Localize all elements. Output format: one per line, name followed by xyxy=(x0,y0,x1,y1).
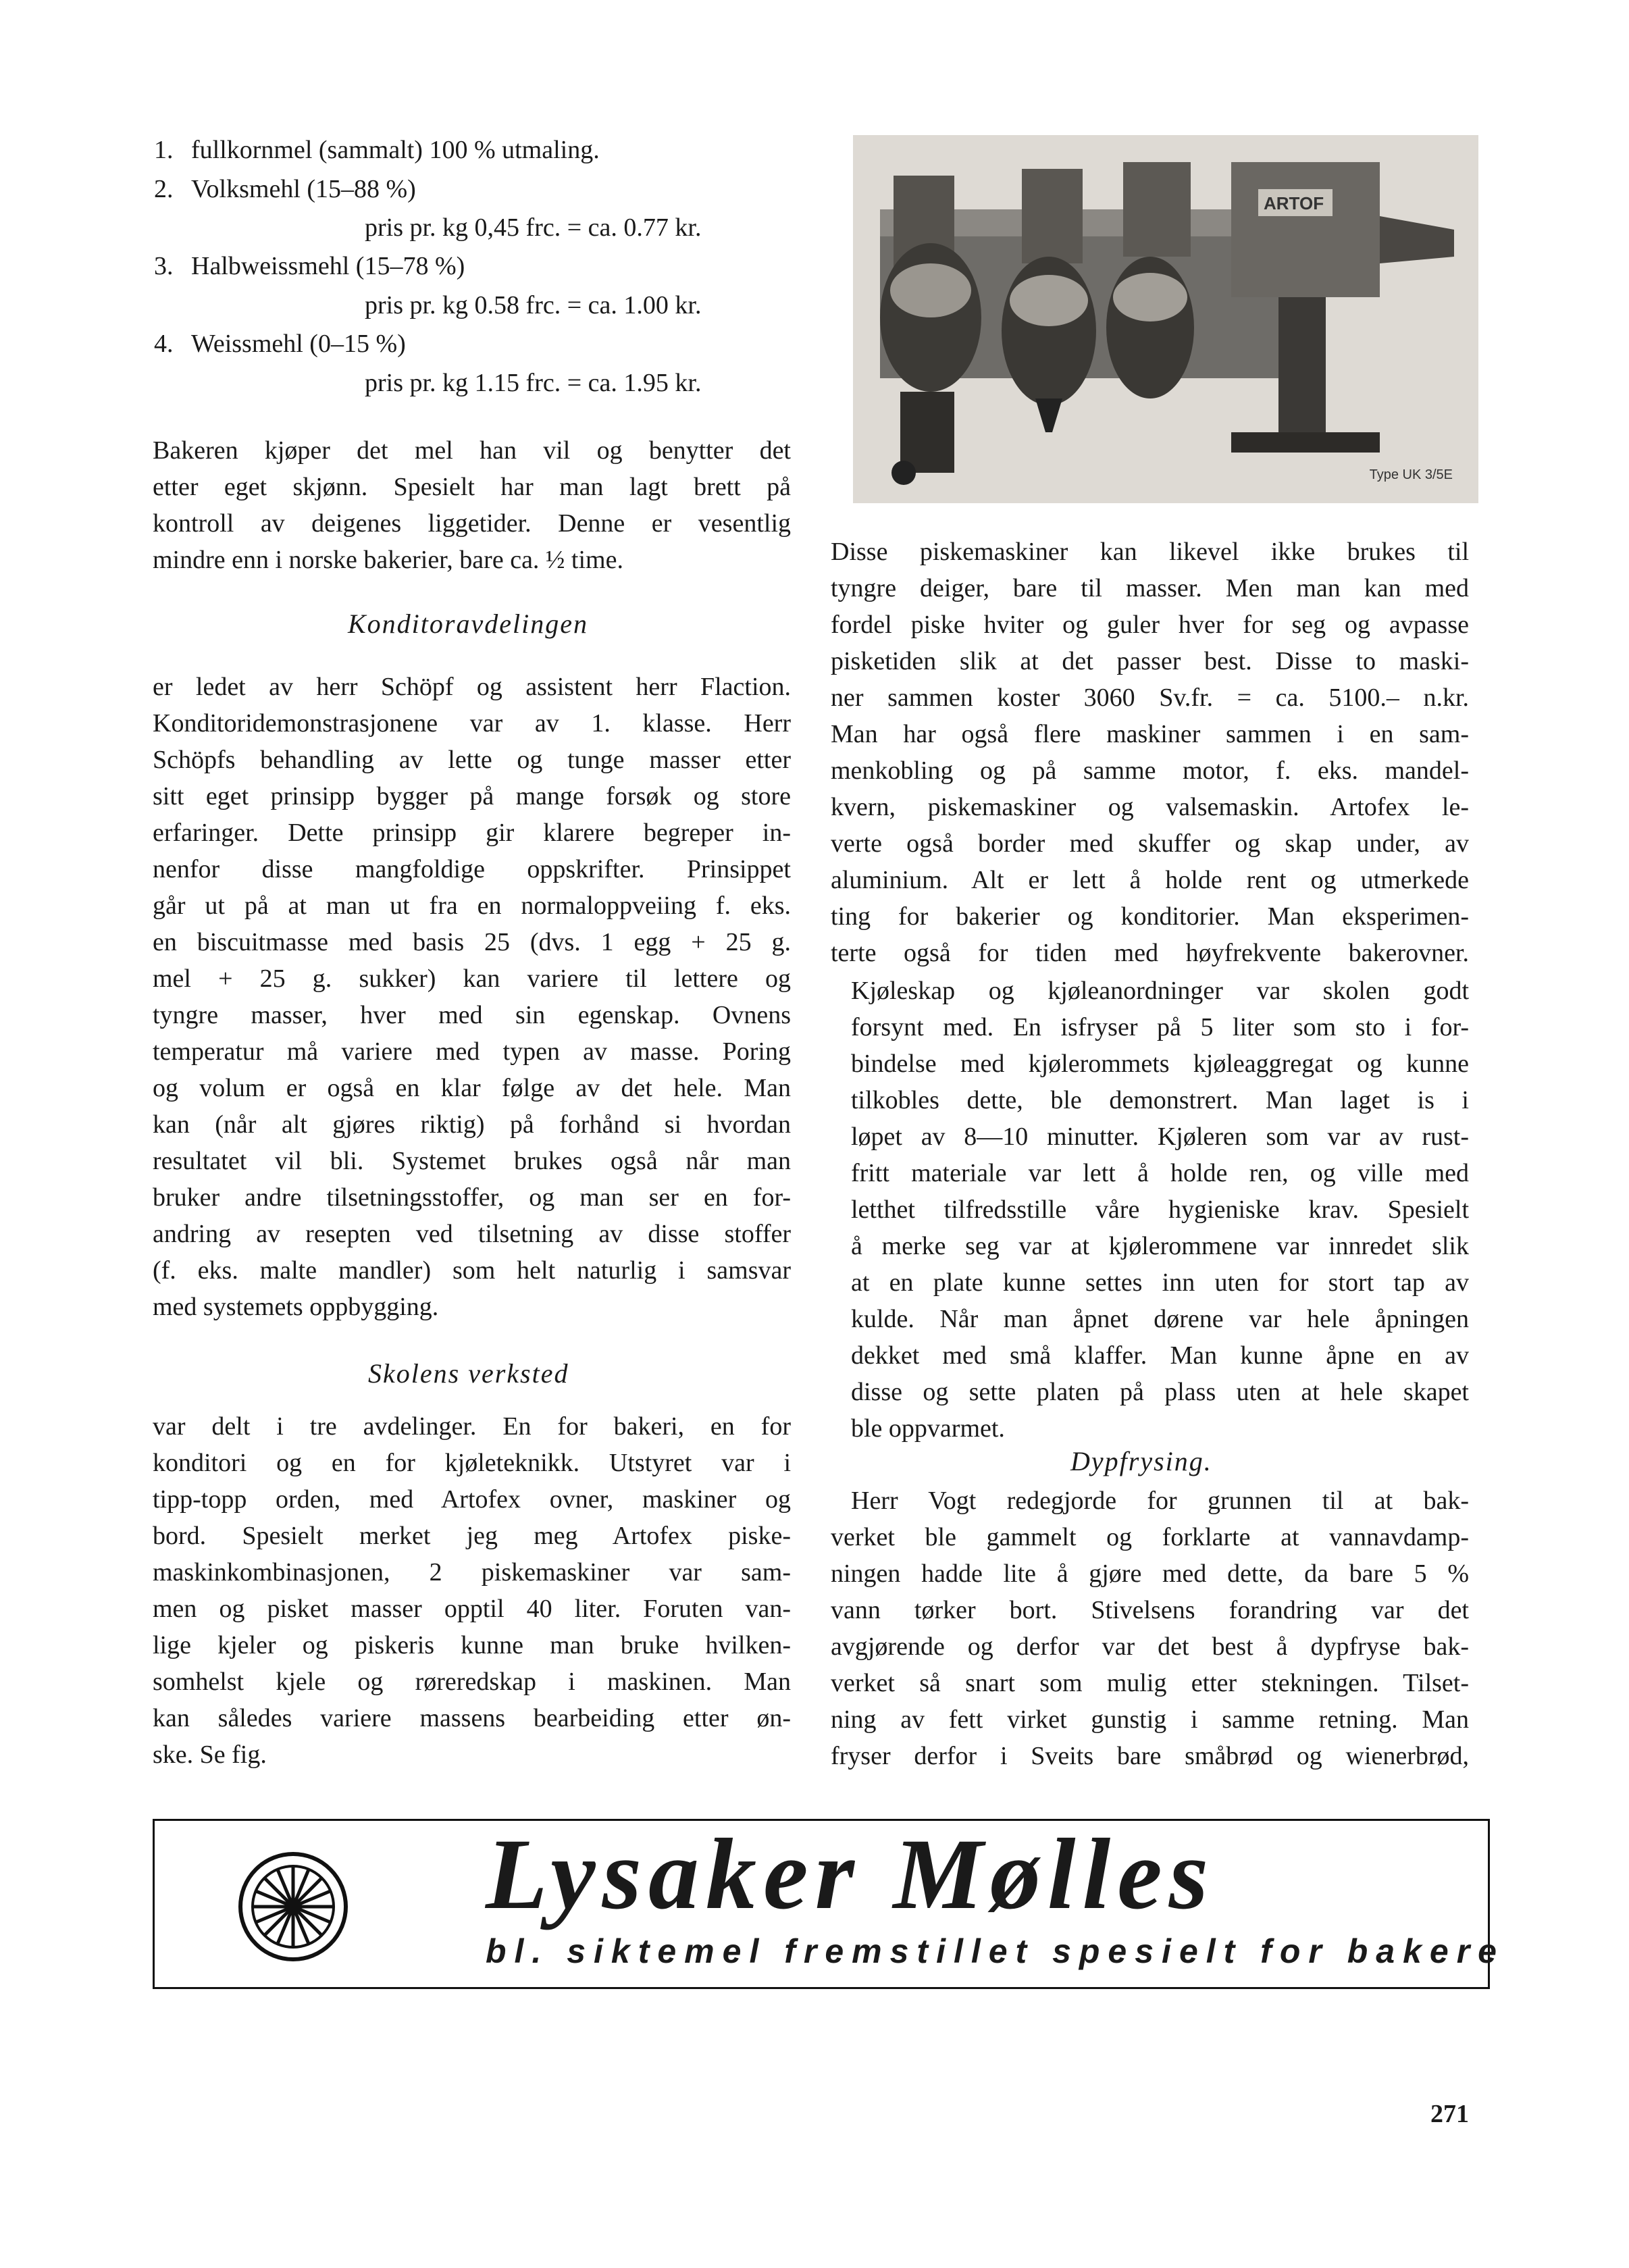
heading-dypfrysing: Dypfrysing. xyxy=(1070,1446,1212,1476)
text-line: disse og sette platen på plass uten at hele skapet xyxy=(851,1378,1469,1406)
text-line: fryser derfor i Sveits bare småbrød og wienerbrød, xyxy=(831,1742,1469,1770)
text-line: ning av fett virket gunstig i samme retning. Man xyxy=(831,1705,1469,1734)
text-line: Schöpfs behandling av lette og tunge masser etter xyxy=(153,746,791,774)
text-line: var delt i tre avdelinger. En for bakeri, en for xyxy=(153,1412,791,1441)
machine-photo xyxy=(853,135,1478,503)
text-line: løpet av 8—10 minutter. Kjøleren som var av rust- xyxy=(851,1123,1469,1151)
ad-subtitle: bl. siktemel fremstillet spesielt for bakere xyxy=(486,1932,1505,1970)
price-list-price: pris pr. kg 0.58 frc. = ca. 1.00 kr. xyxy=(365,291,702,319)
text-line: kan således variere massens bearbeiding etter øn- xyxy=(153,1704,791,1732)
text-line: pisketiden slik at det passer best. Disse to maski- xyxy=(831,647,1469,675)
text-line: bord. Spesielt merket jeg meg Artofex piske- xyxy=(153,1522,791,1550)
text-line: bruker andre tilsetningsstoffer, og man ser en for- xyxy=(153,1183,791,1212)
price-list-item: fullkornmel (sammalt) 100 % utmaling. xyxy=(191,136,600,164)
text-line: ner sammen koster 3060 Sv.fr. = ca. 5100.– n.kr. xyxy=(831,684,1469,712)
text-line: Herr Vogt redegjorde for grunnen til at bak- xyxy=(851,1487,1469,1515)
price-list-item: Volksmehl (15–88 %) xyxy=(191,175,416,203)
machine-sign-text: ARTOF xyxy=(1264,193,1324,213)
text-line: tilkobles dette, ble demonstrert. Man laget is i xyxy=(851,1086,1469,1114)
text-line: andring av resepten ved tilsetning av disse stoffer xyxy=(153,1220,791,1248)
text-line: resultatet vil bli. Systemet brukes også når man xyxy=(153,1147,791,1175)
text-line: terte også for tiden med høyfrekvente bakerovner. xyxy=(831,939,1469,967)
text-line: forsynt med. En isfryser på 5 liter som sto i for- xyxy=(851,1013,1469,1041)
text-line: konditori og en for kjøleteknikk. Utstyret var i xyxy=(153,1449,791,1477)
mixer-machines-illustration xyxy=(853,135,1478,503)
photo-caption: Type UK 3/5E xyxy=(1369,467,1453,482)
text-line: kontroll av deigenes liggetider. Denne er vesentlig xyxy=(153,509,791,538)
text-line: aluminium. Alt er lett å holde rent og utmerkede xyxy=(831,866,1469,894)
ad-title: Lysaker Mølles xyxy=(486,1818,1216,1930)
price-list-number: 3. xyxy=(154,252,174,280)
text-line: tipp-topp orden, med Artofex ovner, maskiner og xyxy=(153,1485,791,1514)
advertisement-box xyxy=(153,1818,1505,1989)
text-line: dekket med små klaffer. Man kunne åpne en av xyxy=(851,1341,1469,1370)
heading-skolens-verksted: Skolens verksted xyxy=(368,1358,569,1389)
text-line: letthet tilfredsstille våre hygieniske krav. Spesielt xyxy=(851,1195,1469,1224)
text-line: somhelst kjele og røreredskap i maskinen. Man xyxy=(153,1668,791,1696)
price-list-number: 2. xyxy=(154,175,174,203)
text-line: er ledet av herr Schöpf og assistent herr Flaction. xyxy=(153,673,791,701)
text-line: tyngre masser, hver med sin egenskap. Ovnens xyxy=(153,1001,791,1029)
text-line: verte også border med skuffer og skap under, av xyxy=(831,829,1469,858)
heading-konditoravdelingen: Konditoravdelingen xyxy=(348,609,588,639)
text-line: går ut på at man ut fra en normaloppveiing f. eks. xyxy=(153,892,791,920)
text-line: (f. eks. malte mandler) som helt naturlig i samsvar xyxy=(153,1256,791,1285)
text-line: menkobling og på samme motor, f. eks. mandel- xyxy=(831,756,1469,785)
price-list-number: 1. xyxy=(154,136,174,164)
text-line: mel + 25 g. sukker) kan variere til lettere og xyxy=(153,964,791,993)
page-number: 271 xyxy=(1430,2100,1469,2128)
text-line: Disse piskemaskiner kan likevel ikke brukes til xyxy=(831,538,1469,566)
text-line: lige kjeler og piskeris kunne man bruke hvilken- xyxy=(153,1631,791,1659)
text-line: Konditoridemonstrasjonene var av 1. klasse. Herr xyxy=(153,709,791,738)
price-list-price: pris pr. kg 0,45 frc. = ca. 0.77 kr. xyxy=(365,213,702,242)
text-line: bindelse med kjølerommets kjøleaggregat og kunne xyxy=(851,1050,1469,1078)
text-line: avgjørende og derfor var det best å dypfryse bak- xyxy=(831,1632,1469,1661)
text-line: tyngre deiger, bare til masser. Men man kan med xyxy=(831,574,1469,602)
text-line: ting for bakerier og konditorier. Man eksperimen- xyxy=(831,902,1469,931)
price-list-number: 4. xyxy=(154,330,174,358)
text-line: ble oppvarmet. xyxy=(851,1414,1005,1443)
text-line: en biscuitmasse med basis 25 (dvs. 1 egg + 25 g. xyxy=(153,928,791,956)
text-line: Bakeren kjøper det mel han vil og benytter det xyxy=(153,436,791,465)
text-line: ningen hadde lite å gjøre med dette, da bare 5 % xyxy=(831,1560,1469,1588)
text-line: erfaringer. Dette prinsipp gir klarere begreper in- xyxy=(153,819,791,847)
price-list-item: Halbweissmehl (15–78 %) xyxy=(191,252,465,280)
text-line: sitt eget prinsipp bygger på mange forsøk og store xyxy=(153,782,791,810)
text-line: og volum er også en klar følge av det hele. Man xyxy=(153,1074,791,1102)
text-line: med systemets oppbygging. xyxy=(153,1293,439,1321)
text-line: verket så snart som mulig etter stekningen. Tilset- xyxy=(831,1669,1469,1697)
text-line: kan (når alt gjøres riktig) på forhånd si hvordan xyxy=(153,1110,791,1139)
text-line: mindre enn i norske bakerier, bare ca. ½ time. xyxy=(153,546,623,574)
text-line: ske. Se fig. xyxy=(153,1741,267,1769)
text-line: men og pisket masser opptil 40 liter. Foruten van- xyxy=(153,1595,791,1623)
text-line: vann tørker bort. Stivelsens forandring var det xyxy=(831,1596,1469,1624)
text-line: å merke seg var at kjølerommene var innredet slik xyxy=(851,1232,1469,1260)
text-line: Man har også flere maskiner sammen i en sam- xyxy=(831,720,1469,748)
mill-wheel-logo-icon xyxy=(236,1849,351,1964)
text-line: maskinkombinasjonen, 2 piskemaskiner var sam- xyxy=(153,1558,791,1587)
text-line: verket ble gammelt og forklarte at vannavdamp- xyxy=(831,1523,1469,1551)
text-line: etter eget skjønn. Spesielt har man lagt brett på xyxy=(153,473,791,501)
text-line: at en plate kunne settes inn uten for stort tap av xyxy=(851,1268,1469,1297)
price-list-item: Weissmehl (0–15 %) xyxy=(191,330,406,358)
text-line: kvern, piskemaskiner og valsemaskin. Artofex le- xyxy=(831,793,1469,821)
text-line: nenfor disse mangfoldige oppskrifter. Prinsippet xyxy=(153,855,791,883)
text-line: temperatur må variere med typen av masse. Poring xyxy=(153,1037,791,1066)
text-line: fritt materiale var lett å holde ren, og ville med xyxy=(851,1159,1469,1187)
text-line: kulde. Når man åpnet dørene var hele åpningen xyxy=(851,1305,1469,1333)
text-line: Kjøleskap og kjøleanordninger var skolen godt xyxy=(851,977,1469,1005)
text-line: fordel piske hviter og guler hver for seg og avpasse xyxy=(831,611,1469,639)
price-list-price: pris pr. kg 1.15 frc. = ca. 1.95 kr. xyxy=(365,369,702,397)
